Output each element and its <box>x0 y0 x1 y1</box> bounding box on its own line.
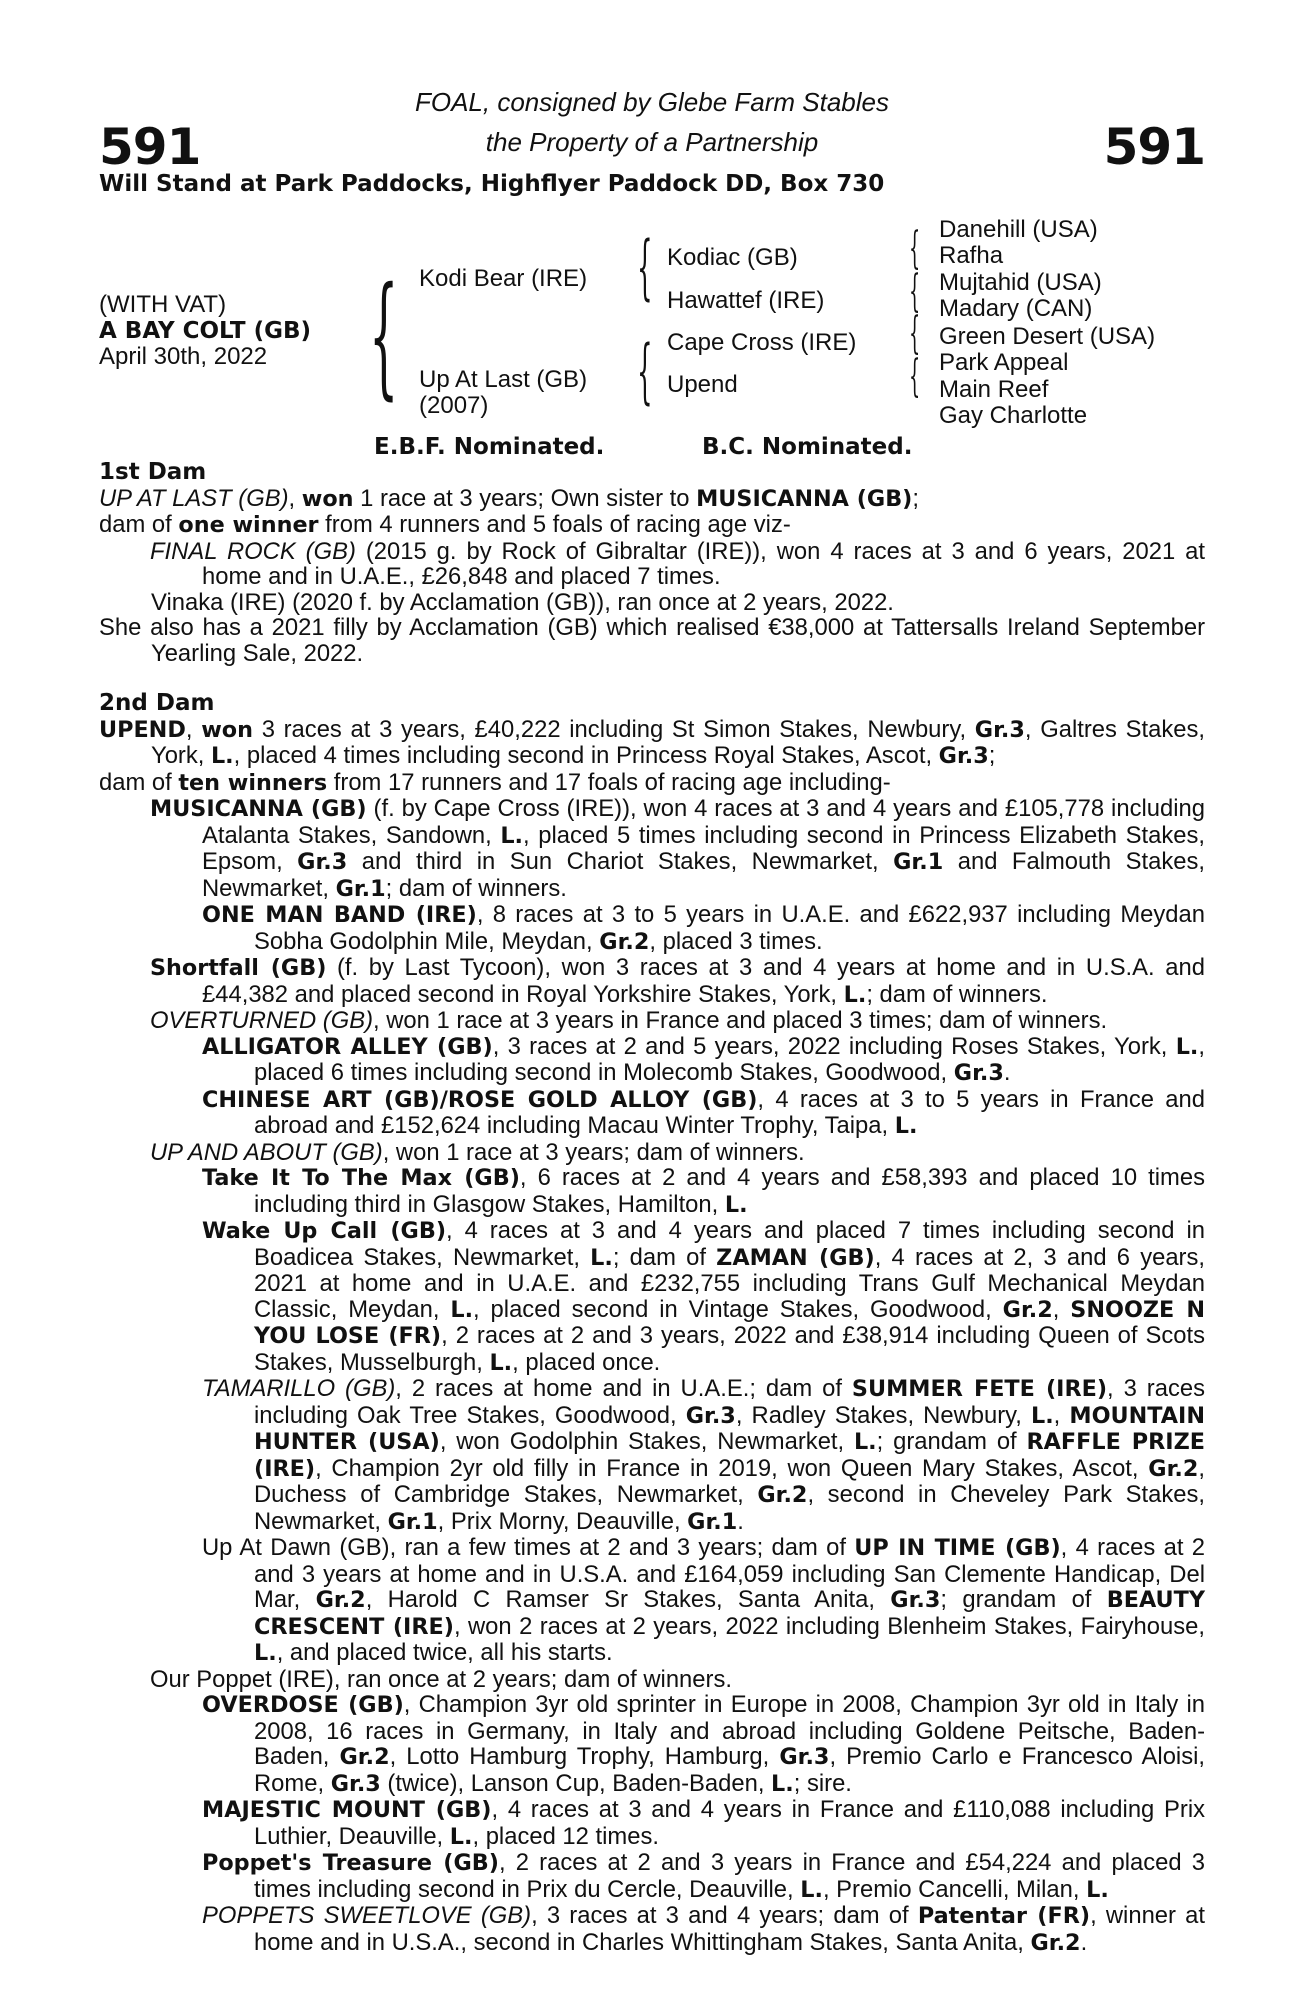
second-dam-entry <box>99 1165 1205 1218</box>
bold-run: Wake Up Call (GB) <box>202 1218 447 1244</box>
text-run: , <box>1052 1295 1071 1323</box>
second-dam-entry <box>99 796 1205 902</box>
text-run: , 4 races at 3 to 5 years in France and abroad and £152,624 including Macau Winter Trophy, Taipa, <box>254 1085 1206 1139</box>
bold-run: SNOOZE N YOU LOSE (FR) <box>254 1296 1205 1349</box>
bold-run: ALLIGATOR ALLEY (GB) <box>202 1033 493 1060</box>
bold-run: MAJESTIC MOUNT (GB) <box>202 1797 492 1823</box>
text-run: , 4 races at 3 and 4 years and placed 7 times including second in Boadicea Stakes, Newmarket, <box>254 1217 1205 1271</box>
bold-run: ZAMAN (GB) <box>716 1244 875 1271</box>
bold-run: L. <box>590 1244 613 1271</box>
bold-run: L. <box>450 1296 474 1323</box>
second-dam-entry <box>99 770 1205 797</box>
pedigree-table <box>99 198 1205 503</box>
text-run: , 2 races at home and in U.A.E.; dam of <box>395 1375 852 1402</box>
text-run: , Galtres Stakes, York, <box>151 715 1205 769</box>
bracket-main: { <box>369 259 399 413</box>
text-run: (f. by Cape Cross (IRE)), won 4 races at 3 and 4 years and £105,778 including Atalanta Stakes, Sandown, <box>202 795 1205 849</box>
lot-number-right: 591 <box>1103 118 1205 176</box>
text-run: ; <box>912 484 920 512</box>
first-dam-line-2 <box>99 512 1205 539</box>
bracket-sire: { <box>637 226 653 308</box>
text-run: , <box>185 715 202 743</box>
bold-run: Gr.3 <box>938 743 989 769</box>
bold-run: L. <box>800 1876 823 1903</box>
pedigree-g6: Park Appeal <box>939 349 1069 376</box>
sire-name: Kodi Bear (IRE) <box>419 265 588 292</box>
bold-run: Gr.1 <box>387 1508 438 1535</box>
text-run: , and placed twice, all his starts. <box>276 1639 613 1666</box>
text-run: . <box>1003 1059 1011 1086</box>
bold-run: L. <box>449 1823 473 1850</box>
foaling-date: April 30th, 2022 <box>99 343 268 370</box>
text-run: , Prix Morny, Deauville, <box>437 1507 688 1535</box>
second-dam-entry <box>99 1797 1205 1850</box>
text-run: ; dam of winners. <box>385 874 567 902</box>
pedigree-g4: Madary (CAN) <box>939 295 1093 322</box>
section-gap <box>99 666 1205 691</box>
text-run: , 6 races at 2 and 4 years and £58,393 and placed 10 times including third in Glasgow Stakes, Hamilton, <box>254 1164 1205 1218</box>
bold-run: Gr.3 <box>953 1060 1004 1086</box>
bc-nomination: B.C. Nominated. <box>702 434 913 460</box>
text-run: , 3 races at 3 and 4 years; dam of <box>531 1902 918 1929</box>
text-run: ; grandam of <box>876 1428 1027 1455</box>
text-run: , 2 races at 2 and 3 years, 2022 and £38,914 including Queen of Scots Stakes, Musselburgh, <box>254 1322 1206 1376</box>
bold-run: MOUNTAIN HUNTER (USA) <box>254 1402 1205 1455</box>
text-run: , 2 races at 2 and 3 years in France and £54,224 and placed 3 times including second in Prix du Cercle, Deauville, <box>254 1849 1205 1903</box>
bold-run: CHINESE ART (GB)/ROSE GOLD ALLOY (GB) <box>202 1086 758 1113</box>
bold-run: Gr.2 <box>339 1744 390 1770</box>
bold-run: Gr.3 <box>297 849 348 875</box>
text-run: , placed once. <box>512 1348 661 1376</box>
second-dam-entry <box>99 1218 1205 1376</box>
vat-note: (WITH VAT) <box>99 291 227 318</box>
text-run: dam of <box>99 768 179 796</box>
italic-run: UP AND ABOUT (GB) <box>150 1138 383 1166</box>
first-dam-line-1 <box>99 486 1205 513</box>
text-run: , placed 4 times including second in Princess Royal Stakes, Ascot, <box>233 742 939 769</box>
text-run: ; dam of winners. <box>866 980 1048 1008</box>
bold-run: Patentar (FR) <box>917 1903 1091 1929</box>
bold-run: Gr.1 <box>687 1508 738 1535</box>
bold-run: L. <box>1175 1033 1199 1060</box>
bold-run: Gr.2 <box>1002 1296 1053 1323</box>
bold-run: L. <box>210 743 234 769</box>
bold-run: L. <box>894 1113 918 1139</box>
text-run: and third in Sun Chariot Stakes, Newmarket, <box>347 848 894 875</box>
bold-run: Gr.3 <box>890 1587 941 1613</box>
bold-run: Gr.2 <box>599 928 650 955</box>
pedigree-g7: Main Reef <box>939 376 1049 403</box>
text-run: , 3 races including Oak Tree Stakes, Goodwood, <box>254 1375 1205 1429</box>
text-run: ; sire. <box>793 1769 852 1797</box>
first-dam-produce-1 <box>99 539 1205 590</box>
bold-run: Take It To The Max (GB) <box>202 1165 520 1191</box>
text-run: , 4 races at 3 and 4 years in France and £110,088 including Prix Luthier, Deauville, <box>254 1796 1206 1850</box>
bold-run: OVERDOSE (GB) <box>202 1692 404 1718</box>
bold-run: one winner <box>178 512 319 538</box>
bold-run: MUSICANNA (GB) <box>150 796 367 822</box>
text-run: , Radley Stakes, Newbury, <box>735 1401 1031 1429</box>
text-run: , placed 5 times including second in Princess Elizabeth Stakes, Epsom, <box>202 821 1205 875</box>
bold-run: Gr.3 <box>330 1770 381 1797</box>
first-dam-heading: 1st Dam <box>99 459 207 485</box>
dam-name: Up At Last (GB) <box>419 366 588 393</box>
bold-run: L. <box>254 1640 277 1666</box>
text-run: , Premio Carlo e Francesco Aloisi, Rome, <box>254 1743 1206 1797</box>
text-run: 3 races at 3 years, £40,222 including St Simon Stakes, Newbury, <box>252 715 975 743</box>
dam-sire: Cape Cross (IRE) <box>667 329 857 356</box>
lot-number-left: 591 <box>99 118 201 176</box>
text-run: Our Poppet (IRE), ran once at 2 years; dam of winners. <box>150 1665 732 1693</box>
text-run: ; <box>988 742 996 769</box>
italic-run: TAMARILLO (GB) <box>202 1375 396 1402</box>
bold-run: L. <box>724 1191 748 1218</box>
text-run: , <box>288 484 302 512</box>
text-run: , won Godolphin Stakes, Newmarket, <box>439 1428 854 1455</box>
bold-run: L. <box>500 822 524 849</box>
text-run: , <box>1053 1401 1070 1429</box>
text-run: , Duchess of Cambridge Stakes, Newmarket, <box>254 1454 1205 1508</box>
text-run: (twice), Lanson Cup, Baden-Baden, <box>380 1769 772 1797</box>
bold-run: Poppet's Treasure (GB) <box>202 1850 499 1876</box>
text-run: (f. by Last Tycoon), won 3 races at 3 and 4 years at home and in U.S.A. and £44,382 and placed second in Royal Yorkshire Stakes, York, <box>202 954 1205 1008</box>
second-dam-entry <box>99 1140 1205 1166</box>
bold-run: Gr.2 <box>1148 1455 1199 1482</box>
text-run: , 8 races at 3 to 5 years in U.A.E. and £622,937 including Meydan Sobha Godolphin Mile, Meydan, <box>254 901 1205 955</box>
second-dam-entry <box>99 1008 1205 1034</box>
bold-run: ONE MAN BAND (IRE) <box>202 902 477 928</box>
text-run: , second in Cheveley Park Stakes, Newmarket, <box>254 1481 1205 1535</box>
bold-run: SUMMER FETE (IRE) <box>851 1376 1108 1402</box>
bold-run: Gr.2 <box>315 1587 366 1613</box>
consignor-line: FOAL, consigned by Glebe Farm Stables <box>414 87 889 117</box>
bold-run: L. <box>843 981 867 1008</box>
dam-dam: Upend <box>667 371 738 398</box>
text-run: She also has a 2021 filly by Acclamation (GB) which realised €38,000 at Tattersalls Ireland September Yearling Sale, 2022. <box>99 614 1205 667</box>
text-run: . <box>737 1507 744 1535</box>
text-run: from 4 runners and 5 foals of racing age viz- <box>318 511 791 538</box>
bold-run: MUSICANNA (GB) <box>696 485 913 512</box>
second-dam-entry <box>99 1692 1205 1797</box>
text-run: , Champion 2yr old filly in France in 2019, won Queen Mary Stakes, Ascot, <box>315 1454 1149 1482</box>
second-dam-entry <box>99 955 1205 1008</box>
text-run: , Lotto Hamburg Trophy, Hamburg, <box>389 1743 780 1770</box>
text-run: and Falmouth Stakes, Newmarket, <box>202 848 1205 902</box>
second-dam-entry <box>99 1087 1205 1140</box>
horse-name: A BAY COLT (GB) <box>99 318 312 344</box>
bold-run: RAFFLE PRIZE (IRE) <box>254 1429 1206 1482</box>
text-run: , 4 races at 2 and 3 years at home and in U.S.A. and £164,059 including San Clemente Handicap, Del Mar, <box>254 1534 1205 1613</box>
first-dam-produce-2 <box>99 590 1205 616</box>
text-run: , placed 3 times. <box>649 927 823 955</box>
bold-run: L. <box>1030 1402 1054 1429</box>
second-dam-entry <box>99 1034 1205 1087</box>
property-line: the Property of a Partnership <box>485 127 819 157</box>
pedigree-g5: Green Desert (USA) <box>939 323 1156 350</box>
bold-run: Gr.1 <box>893 849 944 875</box>
bold-run: L. <box>489 1349 513 1376</box>
second-dam-entry <box>99 1903 1205 1956</box>
italic-run: OVERTURNED (GB) <box>150 1007 374 1034</box>
bold-run: Gr.2 <box>757 1482 808 1508</box>
text-run: , 4 races at 2, 3 and 6 years, 2021 at home and in U.A.E. and £232,755 including Trans Gulf Mechanical Meydan Classic, Meydan, <box>254 1243 1205 1323</box>
pedigree-g8: Gay Charlotte <box>939 402 1088 429</box>
pedigree-g1: Danehill (USA) <box>939 216 1098 243</box>
second-dam-entry <box>99 717 1205 770</box>
bold-run: L. <box>771 1770 794 1797</box>
text-run: , won 1 race at 3 years in France and placed 3 times; dam of winners. <box>373 1007 1108 1034</box>
second-dam-entry <box>99 1850 1205 1903</box>
bold-run: won <box>301 485 354 512</box>
bold-run: UP IN TIME (GB) <box>854 1535 1061 1561</box>
bold-run: Gr.3 <box>685 1402 736 1429</box>
second-dam-entry <box>99 1535 1205 1667</box>
bold-run: BEAUTY CRESCENT (IRE) <box>254 1587 1205 1640</box>
stand-location: Will Stand at Park Paddocks, Highflyer Paddock DD, Box 730 <box>99 171 885 197</box>
bold-run: Gr.1 <box>335 875 386 902</box>
second-dam-heading: 2nd Dam <box>99 690 215 716</box>
bracket-g2: { <box>909 266 921 317</box>
bracket-g4: { <box>909 351 921 402</box>
italic-run: POPPETS SWEETLOVE (GB) <box>202 1902 532 1929</box>
text-run: 1 race at 3 years; Own sister to <box>353 484 697 512</box>
second-dam-entry <box>99 902 1205 955</box>
italic-run: FINAL ROCK (GB) <box>150 537 356 565</box>
dam-year: (2007) <box>419 392 489 419</box>
text-run: , placed 12 times. <box>472 1822 659 1850</box>
second-dam-entries <box>99 717 1205 1957</box>
bold-run: Gr.2 <box>1030 1929 1081 1956</box>
text-run: ; dam of <box>612 1243 717 1271</box>
text-run: . <box>1080 1928 1088 1956</box>
text-run: , Premio Cancelli, Milan, <box>822 1875 1087 1903</box>
text-run: dam of <box>99 511 179 538</box>
text-run: , won 1 race at 3 years; dam of winners. <box>382 1138 805 1166</box>
catalogue-body <box>99 460 1205 1956</box>
bold-run: Shortfall (GB) <box>150 955 327 981</box>
bold-run: UPEND <box>99 716 186 743</box>
text-run: , Champion 3yr old sprinter in Europe in 2008, Champion 3yr old in Italy in 2008, 16 races in Germany, in Italy and abroad including Goldene Peitsche, Baden-Baden, <box>254 1691 1205 1770</box>
sire-sire: Kodiac (GB) <box>667 244 798 271</box>
text-run: (2015 g. by Rock of Gibraltar (IRE)), won 4 races at 3 and 6 years, 2021 at home and in U.A.E., £26,848 and placed 7 times. <box>202 537 1206 590</box>
text-run: , 3 races at 2 and 5 years, 2022 including Roses Stakes, York, <box>492 1032 1176 1060</box>
ebf-nomination: E.B.F. Nominated. <box>374 434 605 460</box>
bold-run: Gr.3 <box>974 716 1025 743</box>
text-run: from 17 runners and 17 foals of racing age including- <box>327 768 891 796</box>
bold-run: Gr.3 <box>779 1744 830 1770</box>
text-run: , won 2 races at 2 years, 2022 including Blenheim Stakes, Fairyhouse, <box>453 1612 1205 1640</box>
bracket-dam: { <box>637 330 653 412</box>
second-dam-entry <box>99 1667 1205 1693</box>
first-dam-note <box>99 615 1205 666</box>
text-run: Up At Dawn (GB), ran a few times at 2 and 3 years; dam of <box>202 1534 855 1561</box>
text-run: , Harold C Ramser Sr Stakes, Santa Anita, <box>365 1586 891 1613</box>
text-run: , placed 6 times including second in Molecomb Stakes, Goodwood, <box>254 1032 1205 1086</box>
bracket-g1: { <box>909 223 921 274</box>
consignor-block <box>99 82 1205 162</box>
text-run: , winner at home and in U.S.A., second in Charles Whittingham Stakes, Santa Anita, <box>254 1902 1205 1956</box>
bold-run: ten winners <box>178 769 328 796</box>
bold-run: won <box>201 716 253 743</box>
pedigree-g2: Rafha <box>939 242 1004 269</box>
text-run: , placed second in Vintage Stakes, Goodwood, <box>473 1295 1003 1323</box>
text-run: Vinaka (IRE) (2020 f. by Acclamation (GB)), ran once at 2 years, 2022. <box>151 588 894 616</box>
italic-run: UP AT LAST (GB) <box>99 484 289 512</box>
pedigree-g3: Mujtahid (USA) <box>939 269 1102 296</box>
bracket-g3: { <box>909 308 921 359</box>
sire-dam: Hawattef (IRE) <box>667 287 825 314</box>
bold-run: L. <box>853 1429 877 1455</box>
second-dam-entry <box>99 1376 1205 1535</box>
text-run: ; grandam of <box>940 1586 1107 1613</box>
bold-run: L. <box>1086 1876 1109 1903</box>
